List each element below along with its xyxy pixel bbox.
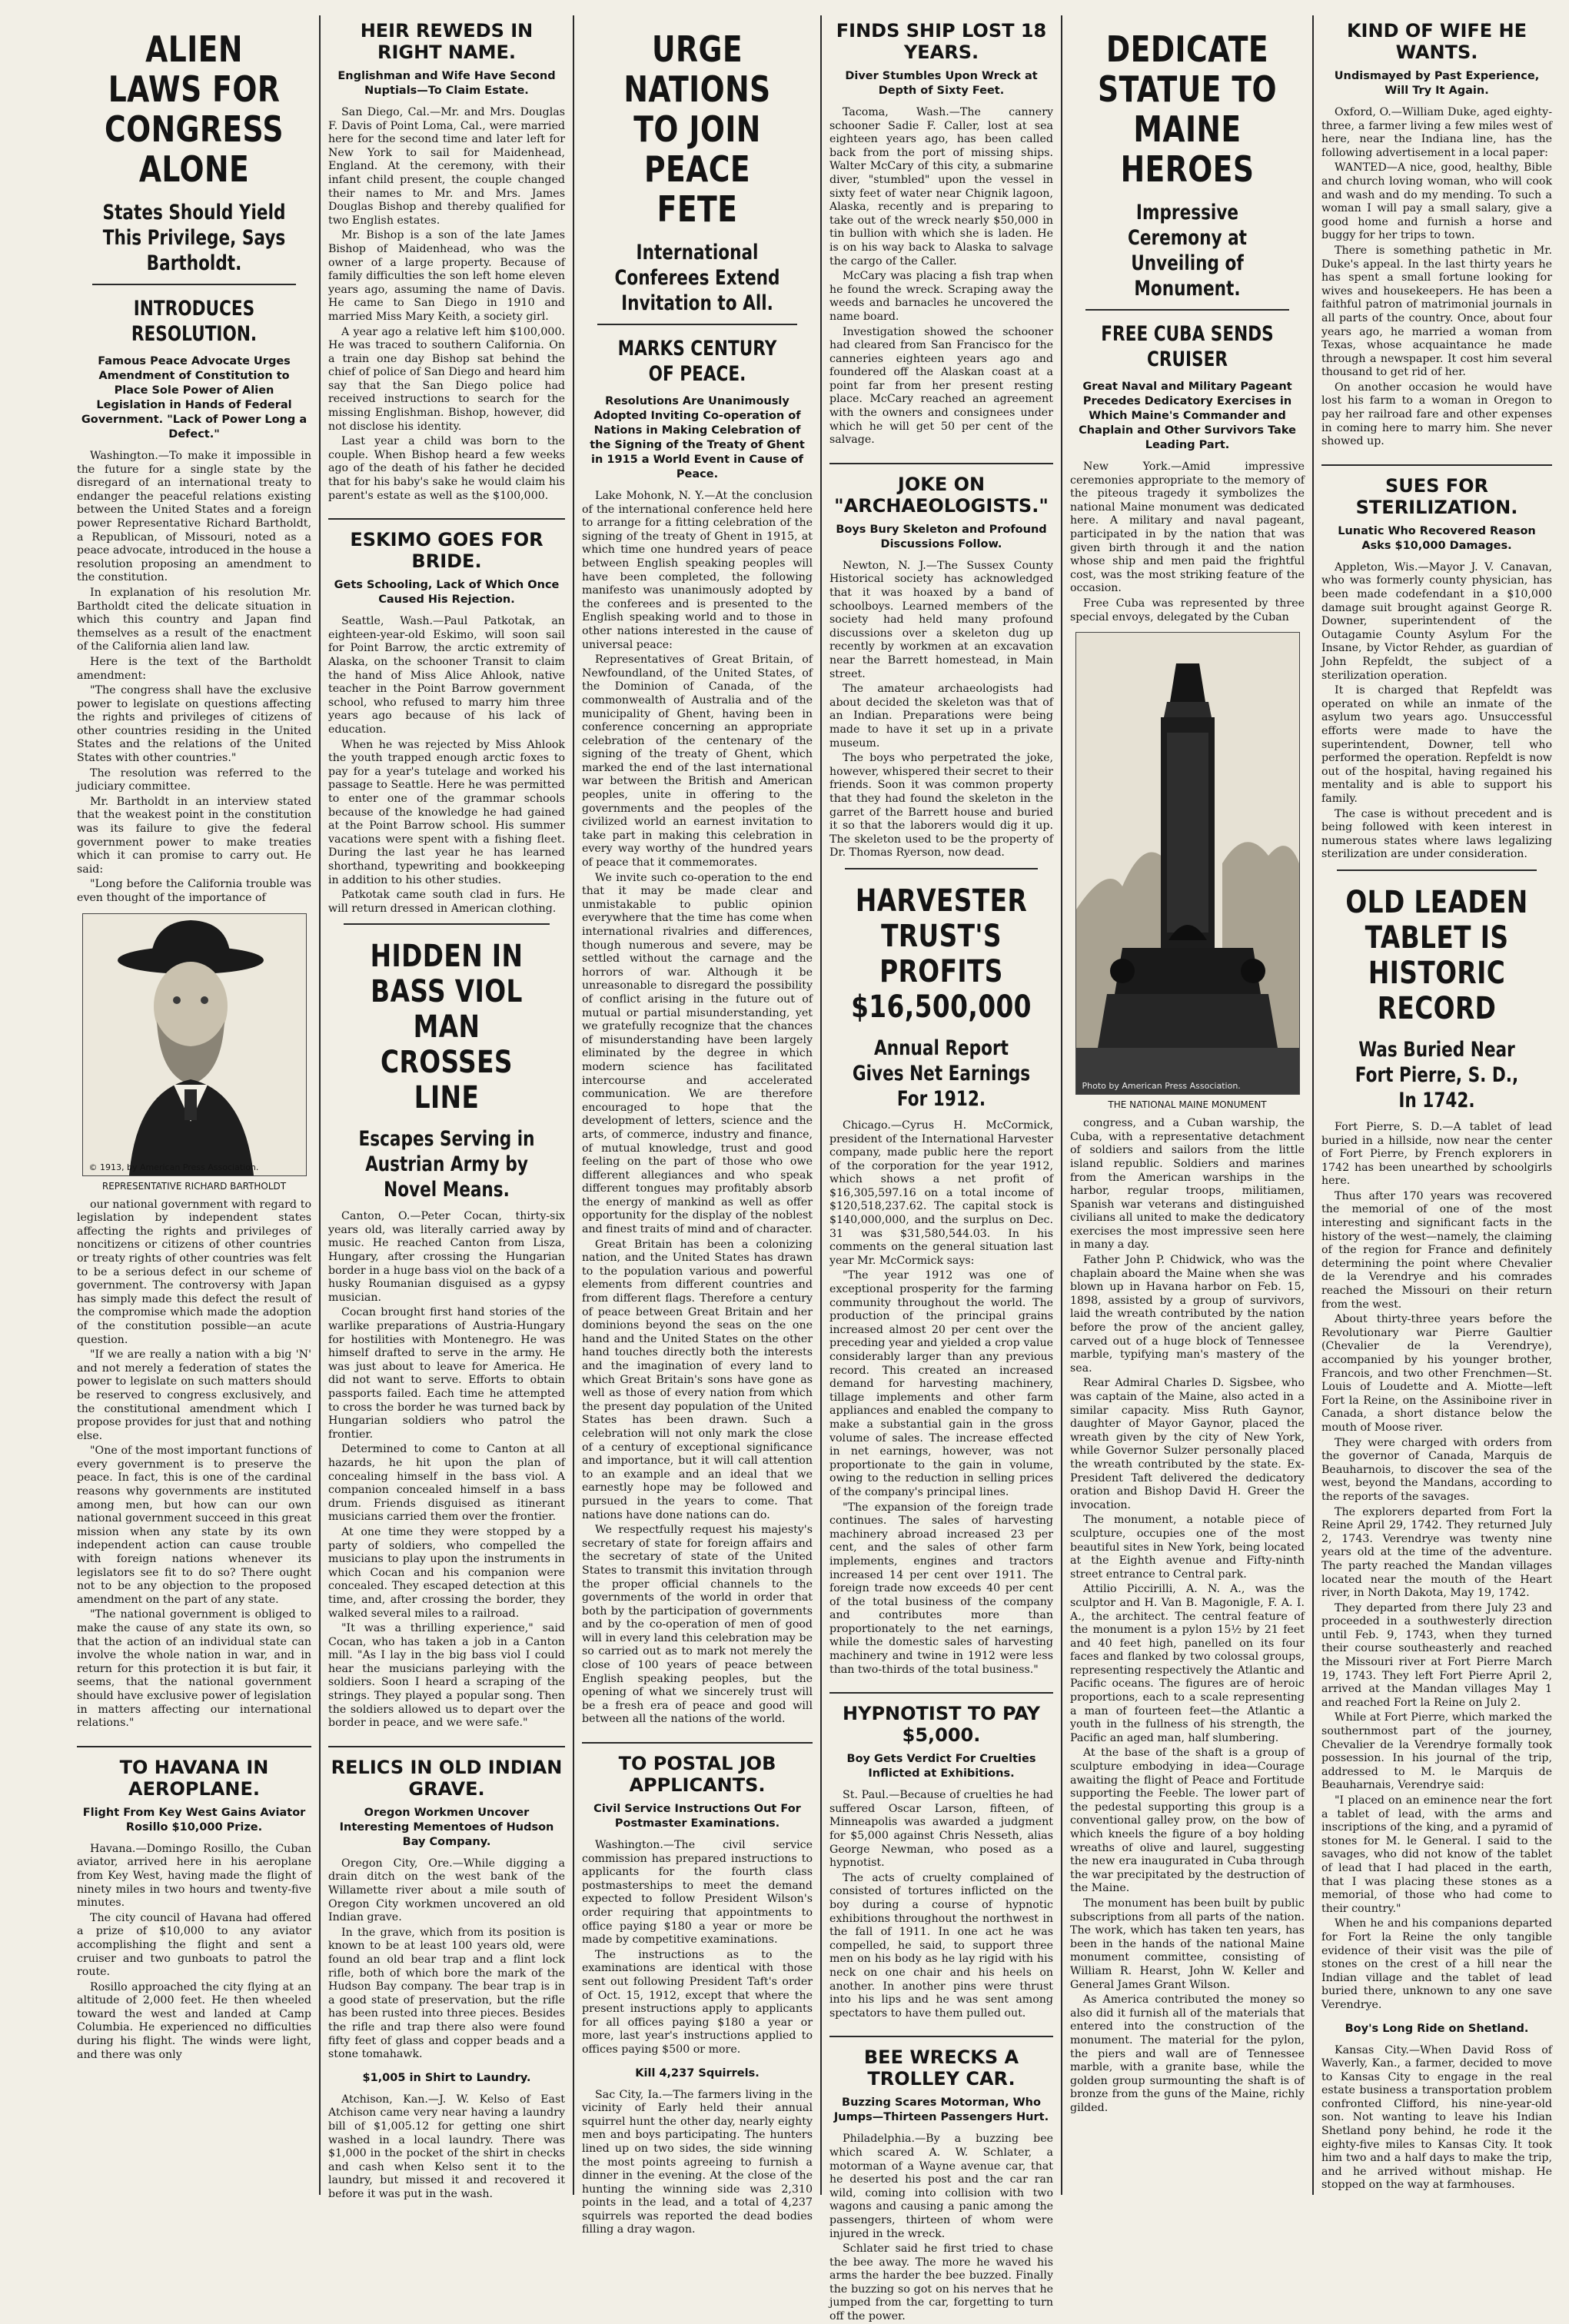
paragraph: Tacoma, Wash.—The cannery schooner Sadie F. Caller, lost at sea eighteen years ago, has been called back from the port of missing ships. Walter McCary of this city, a submarine diver, "stumbled" upon the vessel in sixty feet of water near Chignik lagoon, Alaska, recently and is preparing to take out of the wreck nearly $50,000 in tin bullion with which she is laden. He is on his way back to Alaska to salvage the cargo of the Caller. [829,106,1053,268]
paragraph: Rear Admiral Charles D. Sigsbee, who was captain of the Maine, also acted in a similar capacity. Miss Ruth Gaynor, daughter of Mayor Gaynor, placed the wreath given by the city of New York, while Governor Sulzer personally placed the wreath contributed by the state. Ex-President Taft delivered the dedicatory oration and Bishop David H. Greer the invocation. [1070,1377,1305,1511]
paragraph: There is something pathetic in Mr. Duke's appeal. In the last thirty years he has spent a small fortune looking for wives and housekeepers. He has been a faithful patron of matrimonial journals in all parts of the country. Once, about four years ago, he married a woman from Texas, whose acquaintance he made through a newspaper. It cost him several thousand to get rid of her. [1321,244,1552,379]
paragraph: The acts of cruelty complained of consisted of tortures inflicted on the boy during a course of hypnotic exhibitions throughout the northwest in the fall of 1911. In one act he was compelled, he said, to support three men on his body as he lay rigid with his neck on one chair and his heels on another. In another pins were thrust into his lips and he was sent among spectators to have them pulled out. [829,1871,1053,2020]
article-body-alien-laws [77,450,311,906]
deck-harvester: Annual Report Gives Net Earnings For 1912. [852,1036,1031,1111]
paragraph: San Diego, Cal.—Mr. and Mrs. Douglas F. Davis of Point Loma, Cal., were married here for the second time and later left for New York to sail for Maidenhead, England. At the ceremony, with their infant child present, the couple changed their names to Mr. and Mrs. James Douglas Bishop and thereby qualified for two English estates. [328,106,565,227]
paragraph: Father John P. Chidwick, who was the chaplain aboard the Maine when she was blown up in Havana harbor on Feb. 15, 1898, assisted by a group of survivors, laid the wreath contributed by the nation before the prow of the ancient galley, carved out of a huge block of Tennessee marble, typifying man's mastery of the sea. [1070,1254,1305,1375]
subhead-sterilization: Lunatic Who Recovered Reason Asks $10,000 Damages. [1338,524,1536,552]
column-5 [1062,15,1312,2195]
paragraph: The boys who perpetrated the joke, however, whispered their secret to their friends. Soon it was common property that they had found the skeleton in the garret of the Barrett house and buried it so that the laborers would dig it up. The skeleton used to be the property of Dr. Thomas Ryerson, now dead. [829,752,1053,859]
deck-introduces-resolution: INTRODUCES RESOLUTION. [131,297,258,346]
paragraph: Rosillo approached the city flying at an altitude of 2,000 feet. He then wheeled toward the west and landed at Camp Columbia. He experienced no difficulties during his flight. The winds were light, and there was only [77,1980,311,2061]
column-6 [1314,15,1560,2195]
portrait-illustration [83,914,306,1175]
paragraph: "One of the most important functions of every government is to preserve the peace. In fact, this is one of the cardinal reasons why governments are instituted among men, but how can our own national government succeed in this great mission when any state by its own independent action can cause trouble with foreign nations whenever its legislators see fit to do so? There ought not to be any objection to the proposed amendment on the part of any state. [77,1445,311,1606]
subhead-squirrels: Kill 4,237 Squirrels. [635,2066,760,2080]
paragraph: Great Britain has been a colonizing nation, and the United States has drawn to the population various and powerful elements from different countries and from different flags. Therefore a century of peace between Great Britain and her dominions beyond the seas on the one hand and the United States on the other hand touches directly both the interests and the imagination of every land to which Great Britain's sons have gone as well as those of every nation from which the present day population of the United States has been drawn. Such a celebration will not only mark the close of a century of exceptional significance and importance, but it will call attention to an example and an ideal that we earnestly hope may be followed and pursued in the years to come. That nations have done nations can do. [582,1238,813,1521]
paragraph: The monument has been built by public subscriptions from all parts of the nation. The work, which has taken ten years, has been in the hands of the national Maine monument committee, consisting of William R. Hearst, John W. Keller and General James Grant Wilson. [1070,1897,1305,1991]
paragraph: St. Paul.—Because of cruelties he had suffered Oscar Larson, fifteen, of Minneapolis was awarded a judgment for $5,000 against Chris Nesseth, alias George Newman, who posed as a hypnotist. [829,1789,1053,1870]
paragraph: In the grave, which from its position is known to be at least 100 years old, were found an old bear trap and a flint lock rifle, both of which bore the mark of the Hudson Bay company. The bear trap is in a good state of preservation, but the rifle has been rusted into three pieces. Besides the rifle and trap there also were found fifty feet of glass and copper beads and a stone tomahawk. [328,1926,565,2061]
paragraph: Chicago.—Cyrus H. McCormick, president of the International Harvester company, made public here the report of the corporation for the year 1912, which shows a net profit of $16,305,597.16 on a total income of $120,518,237.62. The capital stock is $140,000,000, and the surplus on Dec. 31 was $31,580,544.03. In his comments on the general situation last year Mr. McCormick says: [829,1119,1053,1267]
paragraph: Havana.—Domingo Rosillo, the Cuban aviator, arrived here in his aeroplane from Key West, having made the flight of ninety miles in two hours and twenty-five minutes. [77,1842,311,1910]
paragraph: "Long before the California trouble was even thought of the importance of [77,878,311,904]
paragraph: Kansas City.—When David Ross of Waverly, Kan., a farmer, decided to move to Kansas City to engage in the real estate business a transportation problem confronted Clifford, his nine-year-old son. Not wanting to leave his Indian Shetland pony behind, he rode it the eighty-five miles to Kansas City. It took him two and a half days to make the trip, and he arrived without mishap. He stopped on the way at farmhouses. [1321,2043,1552,2192]
headline-alien-laws: ALIEN LAWS FOR CONGRESS ALONE [104,28,284,190]
headline-peace-fete: URGE NATIONS TO JOIN PEACE FETE [623,28,771,230]
paragraph: In explanation of his resolution Mr. Bartholdt cited the delicate situation in which this country and Japan find themselves as a result of the enactment of the California alien land law. [77,586,311,653]
subhead-eskimo: Gets Schooling, Lack of Which Once Caused His Rejection. [334,579,560,607]
paragraph: Atchison, Kan.—J. W. Kelso of East Atchison came very near having a laundry bill of $1,005.12 for getting one shirt washed in a local laundry. There was $1,000 in the pocket of the shirt in checks and cash when Kelso sent it to the laundry, but missed it and recovered it before it was put in the wash. [328,2093,565,2200]
paragraph: On another occasion he would have lost his farm to a woman in Oregon to pay her railroad fare and other expenses in coming here to marry him. She never showed up. [1321,381,1552,448]
deck-free-cuba: FREE CUBA SENDS CRUISER [1101,322,1274,371]
paragraph: Cocan brought first hand stories of the warlike preparations of Austria-Hungary for hostilities with Montenegro. He was himself drafted to serve in the army. He was just about to leave for America. He did not want to serve. Efforts to obtain passports failed. Each time he attempted to cross the border he was turned back by Hungarian soldiers who patrol the frontier. [328,1306,565,1441]
paragraph: Attilio Piccirilli, A. N. A., was the sculptor and H. Van B. Magonigle, F. A. I. A., the architect. The central feature of the monument is a pylon 15½ by 21 feet and 40 feet high, panelled on its four faces and flanked by two colossal groups, representing respectively the Atlantic and Pacific oceans. The figures are of heroic proportions, each to a scale representing a man of fourteen feet—the Atlantic a youth in the fullness of his strength, the Pacific an aged man, half slumbering. [1070,1583,1305,1744]
paragraph: Washington.—To make it impossible in the future for a single state by the disregard of an international treaty to endanger the peaceful relations existing between the United States and a foreign power Representative Richard Bartholdt, a Republican, of Missouri, noted as a peace advocate, introduced in the house a resolution proposing an amendment to the constitution. [77,450,311,584]
subhead-heir-reweds: Englishman and Wife Have Second Nuptials—To Claim Estate. [337,70,556,97]
paragraph: "I placed on an eminence near the fort a tablet of lead, with the arms and inscriptions of the king, and a pyramid of stones for M. le General. I said to the savages, who did not know of the tablet of lead that I had placed in the earth, that I was placing these stones as a memorial, of those who had come to their country." [1321,1794,1552,1915]
photo-caption: REPRESENTATIVE RICHARD BARTHOLDT [101,1180,287,1192]
subhead-finds-ship: Diver Stumbles Upon Wreck at Depth of Sixty Feet. [845,70,1038,97]
section-title-hypnotist: HYPNOTIST TO PAY $5,000. [829,1692,1053,1746]
paragraph: At the base of the shaft is a group of sculpture embodying in idea—Courage awaiting the flight of Peace and Fortitude supporting the Feeble. The lower part of the pedestal supporting this group is a conventional galley prow, on the bow of which kneels the figure of a boy holding wreaths of olive and laurel, suggesting the new era inaugurated in Cuba through the war precipitated by the destruction of the Maine. [1070,1747,1305,1895]
paragraph: The amateur archaeologists had about decided the skeleton was that of an Indian. Preparations were being made to have it set up in a private museum. [829,683,1053,750]
summary-peace-fete: Resolutions Are Unanimously Adopted Inviting Co-operation of Nations in Making Celebration of the Signing of the Treaty of Ghent in 1915 a World Event in Cause of Peace. [590,395,805,480]
paragraph: Seattle, Wash.—Paul Patkotak, an eighteen-year-old Eskimo, will soon sail for Point Barrow, the arctic extremity of Alaska, on the schooner Transit to claim the hand of Miss Alice Ahlook, native teacher in the Point Barrow government school, who refused to marry him three years ago because of his lack of education. [328,615,565,736]
divider [1085,309,1289,311]
photo-caption: THE NATIONAL MAINE MONUMENT [1108,1099,1267,1111]
paragraph: "It was a thrilling experience," said Cocan, who has taken a job in a Canton mill. "As I lay in the big bass viol I could hear the musicians parleying with the soldiers. Soon I heard a scraping of the strings. They played a popular song. Then the soldiers allowed us to depart over the border in peace, and we were safe." [328,1622,565,1730]
headline-leaden-tablet: OLD LEADEN TABLET IS HISTORIC RECORD [1345,884,1528,1026]
paragraph: Schlater said he first tried to chase the bee away. The more he waved his arms the harder the bee buzzed. Finally the buzzing so got on his nerves that he jumped from the car, forgetting to turn off the power. [829,2243,1053,2323]
summary-alien-laws: Famous Peace Advocate Urges Amendment of Constitution to Place Sole Power of Alien Legislation in Hands of Federal Government. "Lack of Power Long a Defect." [81,355,307,441]
section-title-finds-ship: FINDS SHIP LOST 18 YEARS. [836,20,1047,63]
paragraph: We invite such co-operation to the end that it may be made clear and unmistakable to public opinion everywhere that the time has come when international rivalries and differences, though numerous and severe, may be settled without the carnage and the horrors of war. Although it be unreasonable to disregard the possibility of conflict arising in the future out of mutual or partial misunderstanding, yet we gratefully recognize that the chances of misunderstanding have been largely eliminated by the degree in which modern science has facilitated intercourse and accelerated communication. We are therefore encouraged to hope that the development of letters, science and the arts, of commerce, industry and finance, of mutual knowledge, trust and good feeling on the part of those who owe different allegiances and who speak different tongues may profitably absorb the energy of mankind as well as offer opportunity for the display of the noblest and finest traits of mind and of character. [582,871,813,1236]
paragraph: The city council of Havana had offered a prize of $10,000 to any aviator accomplishing the flight and sent a cruiser and two gunboats to patrol the route. [77,1911,311,1979]
paragraph: New York.—Amid impressive ceremonies appropriate to the memory of the piteous tragedy it symbolizes the national Maine monument was dedicated here. A military and naval pageant, participated in by the nation that was given birth through it and the nation whose ship and men paid the frightful cost, was the most striking feature of the occasion. [1070,460,1305,595]
paragraph: They departed from there July 23 and proceeded in a southwesterly direction until Feb. 9, 1743, when they turned their course southeasterly and reached the Missouri river at Fort Pierre March 19, 1743. They left Fort Pierre April 2, arrived at the Mandan villages May 1 and reached Fort la Reine on July 2. [1321,1601,1552,1709]
paragraph: As America contributed the money so also did it furnish all of the materials that entered into the construction of the monument. The material for the pylon, the piers and wall are of Tennessee marble, with a granite base, while the golden group surmounting the shaft is of bronze from the guns of the Maine, richly gilded. [1070,1993,1305,2114]
paragraph: About thirty-three years before the Revolutionary war Pierre Gaultier (Chevalier de la Verendrye), accompanied by his younger brother, Francois, and two other Frenchmen—St. Louis of Loudette and A. Miotte—left Fort la Reine, on the Assiniboine river in Canada, a short distance below the mouth of Moose river. [1321,1313,1552,1434]
section-title-indian-grave: RELICS IN OLD INDIAN GRAVE. [328,1746,565,1800]
paragraph: "The national government is obliged to make the cause of any state its own, so that the action of an individual state can involve the whole nation in war, and in return for this protection it is but fair, it seems, that the national government should have exclusive power of legislation in matters affecting our international relations." [77,1608,311,1730]
subhead-hypnotist: Boy Gets Verdict For Cruelties Inflicted at Exhibitions. [846,1753,1036,1780]
column-4 [822,15,1061,2323]
paragraph: The case is without precedent and is being followed with keen interest in numerous states where laws legalizing sterilization are under consideration. [1321,807,1552,861]
paragraph: The resolution was referred to the judiciary committee. [77,766,311,793]
deck-impressive-ceremony: Impressive Ceremony at Unveiling of Monument. [1127,201,1248,301]
section-title-heir-reweds: HEIR REWEDS IN RIGHT NAME. [360,20,534,63]
portrait-photo-bartholdt [82,913,307,1176]
paragraph: We respectfully request his majesty's secretary of state for foreign affairs and the secretary of state of the United States to transmit this invitation through the proper official channels to the governments of the world in order that both by the participation of governments and by the co-operation of men of good will in every land this celebration may be so carried out as to mark not merely the close of 100 years of peace between English speaking peoples, but the opening of what we sincerely trust will be a fresh era of peace and good will between all the nations of the world. [582,1524,813,1726]
paragraph: Sac City, Ia.—The farmers living in the vicinity of Early held their annual squirrel hunt the other day, nearly eighty men and boys participating. The hunters lined up on two sides, the side winning the most points agreeing to furnish a dinner in the evening. At the close of the hunting the winning side was 2,310 points in the lead, and a total of 4,237 squirrels was reported the dead bodies filling a dray wagon. [582,2088,813,2236]
paragraph: "If we are really a nation with a big 'N' and not merely a federation of states the power to legislate on such matters should be reserved to congress exclusively, and the constitutional amendment which I propose provides for just that and nothing else. [77,1348,311,1442]
monument-illustration [1076,633,1299,1094]
paragraph: Fort Pierre, S. D.—A tablet of lead buried in a hillside, now near the center of Fort Pierre, by French explorers in 1742 has been unearthed by schoolgirls here. [1321,1120,1552,1188]
divider [92,284,296,285]
subhead-shetland: Boy's Long Ride on Shetland. [1345,2022,1529,2035]
paragraph: Mr. Bishop is a son of the late James Bishop of Maidenhead, who was the owner of a large property. Because of family difficulties the son left home eleven years ago, assuming the name of Davis. He came to San Diego in 1910 and married Miss Mary Keith, a society girl. [328,229,565,323]
subhead-shirt-laundry: $1,005 in Shirt to Laundry. [362,2071,531,2084]
paragraph: Oxford, O.—William Duke, aged eighty-three, a farmer living a few miles west of here, near the Indiana line, has the following advertisement in a local paper: [1321,106,1552,159]
paragraph: Philadelphia.—By a buzzing bee which scared A. W. Schlater, a motorman of a Wayne avenue car, that he deserted his post and the car ran wild, coming into collision with two wagons and causing a panic among the passengers, thirteen of whom were injured in the wreck. [829,2133,1053,2240]
column-1 [69,15,319,2195]
paragraph: Free Cuba was represented by three special envoys, delegated by the Cuban [1070,597,1305,623]
subhead-archaeologists: Boys Bury Skeleton and Profound Discussions Follow. [836,523,1047,550]
deck-international-conferees: International Conferees Extend Invitation to All. [614,241,780,315]
column-3 [574,15,820,2236]
summary-maine: Great Naval and Military Pageant Precedes Dedicatory Exercises in Which Maine's Commander and Chaplain and Other Survivors Take Leading Part. [1079,381,1296,451]
section-title-sterilization: SUES FOR STERILIZATION. [1321,464,1552,518]
paragraph: At one time they were stopped by a party of soldiers, who compelled the musicians to play upon the instruments in which Cocan and his companion were concealed. They escaped detection at this time, and, after crossing the border, they walked several miles to a railroad. [328,1525,565,1620]
section-title-havana: TO HAVANA IN AEROPLANE. [77,1746,311,1800]
paragraph: A year ago a relative left him $100,000. He was traced to southern California. On a train one day Bishop sat behind the chief of police of San Diego and heard him say that the San Diego police had received instructions to search for the missing Englishman. Bishop, however, did not disclose his identity. [328,325,565,433]
section-title-bee-trolley: BEE WRECKS A TROLLEY CAR. [829,2036,1053,2090]
paragraph: Last year a child was born to the couple. When Bishop heard a few weeks ago of the death of his father he decided that for his baby's sake he would claim his parent's estate as well as the $100,000. [328,435,565,502]
subhead-postal-job: Civil Service Instructions Out For Postmaster Examinations. [593,1803,801,1830]
section-title-kind-of-wife: KIND OF WIFE HE WANTS. [1346,20,1527,63]
paragraph: Thus after 170 years was recovered the memorial of one of the most interesting and significant facts in the history of the west—namely, the claiming of the region for France and definitely determining the point where Chevalier de la Verendrye and his comrades reached the Missouri on their return from the west. [1321,1189,1552,1311]
deck-bass-viol: Escapes Serving in Austrian Army by Novel Means. [358,1127,535,1202]
subhead-kind-of-wife: Undismayed by Past Experience, Will Try It Again. [1334,70,1540,97]
column-2 [321,15,573,2200]
subhead-bee-trolley: Buzzing Scares Motorman, Who Jumps—Thirteen Passengers Hurt. [833,2096,1049,2124]
paragraph: our national government with regard to legislation by independent states affecting the rights and privileges of noncitizens or citizens of other countries or treaty rights of other countries was felt to be a serious defect in our scheme of government. The controversy with Japan has simply made this defect the result of the compromise which made the adoption of the constitution possible—an acute question. [77,1198,311,1346]
headline-harvester-trust: HARVESTER TRUST'S PROFITS $16,500,000 [851,883,1032,1025]
subhead-havana: Flight From Key West Gains Aviator Rosillo $10,000 Prize. [82,1806,306,1834]
section-title-archaeologists: JOKE ON "ARCHAEOLOGISTS." [829,463,1053,517]
paragraph: McCary was placing a fish trap when he found the wreck. Scraping away the weeds and barnacles he uncovered the name board. [829,270,1053,323]
paragraph: Oregon City, Ore.—While digging a drain ditch on the west bank of the Willamette river about a mile south of Oregon City workmen uncovered an old Indian grave. [328,1857,565,1924]
divider [344,923,550,925]
paragraph: Representatives of Great Britain, of Newfoundland, of the United States, of the Dominion of Canada, of the commonwealth of Australia and of the municipality of Ghent, having been in conference concerning an appropriate celebration of the centenary of the signing of the treaty of Ghent, which marked the end of the last international war between the British and American peoples, unite in offering to the governments and the peoples of the civilized world an earnest invitation to take part in making this celebration in every way worthy of the hundred years of peace that it commemorates. [582,653,813,869]
paragraph: Washington.—The civil service commission has prepared instructions to applicants for the fourth class postmasterships to meet the demand expected to follow President Wilson's order requiring that appointments to office paying $180 a year or more be made by competitive examinations. [582,1839,813,1947]
paragraph: It is charged that Repfeldt was operated on while an inmate of the asylum two years ago. Unsuccessful efforts were made to have the superintendent, Downer, tell who performed the operation. Repfeldt is now out of the hospital, having regained his mentality and is able to support his family. [1321,684,1552,805]
paragraph: Lake Mohonk, N. Y.—At the conclusion of the international conference held here to arrange for a fitting celebration of the signing of the treaty of Ghent in 1915, at which time one hundred years of peace between English speaking peoples will have been completed, the following manifesto was unanimously adopted by the conferees and is presented to the English speaking world and to those in other nations interested in the cause of universal peace: [582,490,813,651]
paragraph: While at Fort Pierre, which marked the southernmost part of the journey, Chevalier de la Verendrye formally took possession. In his journal of the trip, addressed to M. le Marquis de Beauharnais, Verendrye said: [1321,1711,1552,1792]
paragraph: When he was rejected by Miss Ahlook the youth trapped enough arctic foxes to pay for a year's tutelage and worked his passage to Seattle. Here he was permitted to enter one of the grammar schools because of the knowledge he had gained at the Point Barrow school. His summer vacations were spent with a fishing fleet. During the last year he has learned shorthand, typewriting and bookkeeping in addition to his other studies. [328,738,565,886]
paragraph: Mr. Bartholdt in an interview stated that the weakest point in the constitution was its failure to give the federal government power to make treaties which it can promise to carry out. He said: [77,795,311,876]
photo-credit: Photo by American Press Association. [1082,1081,1241,1092]
divider [597,324,797,325]
headline-maine-heroes: DEDICATE STATUE TO MAINE HEROES [1098,28,1277,190]
paragraph: Patkotak came south clad in furs. He will return dressed in American clothing. [328,889,565,915]
section-title-eskimo: ESKIMO GOES FOR BRIDE. [328,518,565,572]
paragraph: Determined to come to Canton at all hazards, he hit upon the plan of concealing himself in the bass viol. A companion concealed himself in a bass drum. Friends disguised as itinerant musicians carried them over the frontier. [328,1443,565,1524]
headline-bass-viol: HIDDEN IN BASS VIOL MAN CROSSES LINE [370,939,524,1116]
paragraph: "The congress shall have the exclusive power to legislate on questions affecting the rights and privileges of citizens of other countries residing in the United States and the relations of the United States with other countries." [77,684,311,765]
photo-credit: © 1913, by American Press Association. [88,1162,259,1172]
paragraph: "The year 1912 was one of exceptional prosperity for the farming community throughout the world. The production of the principal grains increased almost 20 per cent over the preceding year and yielded a crop value considerably larger than any previous record. This created an increased demand for harvesting machinery, tillage implements and other farm appliances and enabled the company to make a substantial gain in the gross volume of sales. The increase effected in net earnings, however, was not proportionate to the gain in volume, owing to the reduction in selling prices of the company's principal lines. [829,1269,1053,1498]
divider [1337,869,1537,871]
article-body-alien-laws-cont [77,1199,311,1731]
maine-monument-photo [1075,632,1300,1095]
deck-fort-pierre: Was Buried Near Fort Pierre, S. D., In 1742. [1355,1037,1519,1112]
deck-century-of-peace: MARKS CENTURY OF PEACE. [617,337,777,386]
paragraph: congress, and a Cuban warship, the Cuba, with a representative detachment of soldiers and sailors from the little island republic. Soldiers and marines from the American warships in the harbor, regular troops, militiamen, Spanish war veterans and distinguished civilians all united to make the dedicatory exercises the most impressive seen here in many a day. [1070,1117,1305,1252]
paragraph: Investigation showed the schooner had cleared from San Francisco for the canneries eighteen years ago and foundered off the Alaskan coast at a point far from her present resting place. McCary reached an agreement with the owners and consignees under which he will get 50 per cent of the salvage. [829,325,1053,447]
paragraph: The instructions as to the examinations are identical with those sent out following President Taft's order of Oct. 15, 1912, except that where the present instructions apply to applicants for all offices paying $180 a year or more, last year's instructions applied to offices paying $500 or more. [582,1948,813,2056]
paragraph: When he and his companions departed for Fort la Reine the only tangible evidence of their visit was the pile of stones on the crest of a hill near the Indian village and the tablet of lead buried there, unknown to any one save Verendrye. [1321,1917,1552,2011]
deck-states-yield: States Should Yield This Privilege, Says Bartholdt. [102,201,286,275]
paragraph: Here is the text of the Bartholdt amendment: [77,655,311,682]
paragraph: Canton, O.—Peter Cocan, thirty-six years old, was literally carried away by music. He reached Canton from Lisza, Hungary, after crossing the Hungarian border in a huge bass viol on the back of a husky Roumanian disguised as a gypsy musician. [328,1210,565,1304]
paragraph: They were charged with orders from the governor of Canada, Marquis de Beauharnois, to discover the sea of the west, beyond the Mandans, according to the reports of the savages. [1321,1436,1552,1503]
subhead-indian-grave: Oregon Workmen Uncover Interesting Mementoes of Hudson Bay Company. [339,1806,554,1848]
section-title-postal-job: TO POSTAL JOB APPLICANTS. [582,1742,813,1796]
paragraph: Newton, N. J.—The Sussex County Historical society has acknowledged that it was hoaxed by a band of schoolboys. Learned members of the society had held many profound discussions over a skeleton dug up recently by workmen at an excavation near the Barrett homestead, in Main street. [829,559,1053,680]
paragraph: The explorers departed from Fort la Reine April 29, 1742. They returned July 2, 1743. Verendrye was twenty nine years old at the time of the adventure. The party reached the Mandan villages located near the mouth of the Heart river, in North Dakota, May 19, 1742. [1321,1505,1552,1600]
paragraph: Appleton, Wis.—Mayor J. V. Canavan, who was formerly county physician, has been made codefendant in a $10,000 damage suit brought against George R. Downer, superintendent of the Outagamie County Asylum For the Insane, by Victor Rehder, as guardian of John Repfeldt, the subject of a sterilization operation. [1321,560,1552,682]
paragraph: The monument, a notable piece of sculpture, occupies one of the most beautiful sites in New York, being located at the Eighth avenue and Fifty-ninth street entrance to Central park. [1070,1514,1305,1581]
paragraph: WANTED—A nice, good, healthy, Bible and church loving woman, who will cook and wash and do my mending. To such a woman I will pay a small salary, give a good home and furnish a horse and buggy for her trips to town. [1321,161,1552,242]
divider [845,868,1038,869]
paragraph: "The expansion of the foreign trade continues. The sales of harvesting machinery abroad increased 23 per cent, and the sales of other farm implements, engines and tractors increased 14 per cent over 1911. The foreign trade now exceeds 40 per cent of the total business of the company and contributes more than proportionately to the net earnings, while the domestic sales of harvesting machinery and twine in 1912 were less than two-thirds of the total business." [829,1501,1053,1676]
